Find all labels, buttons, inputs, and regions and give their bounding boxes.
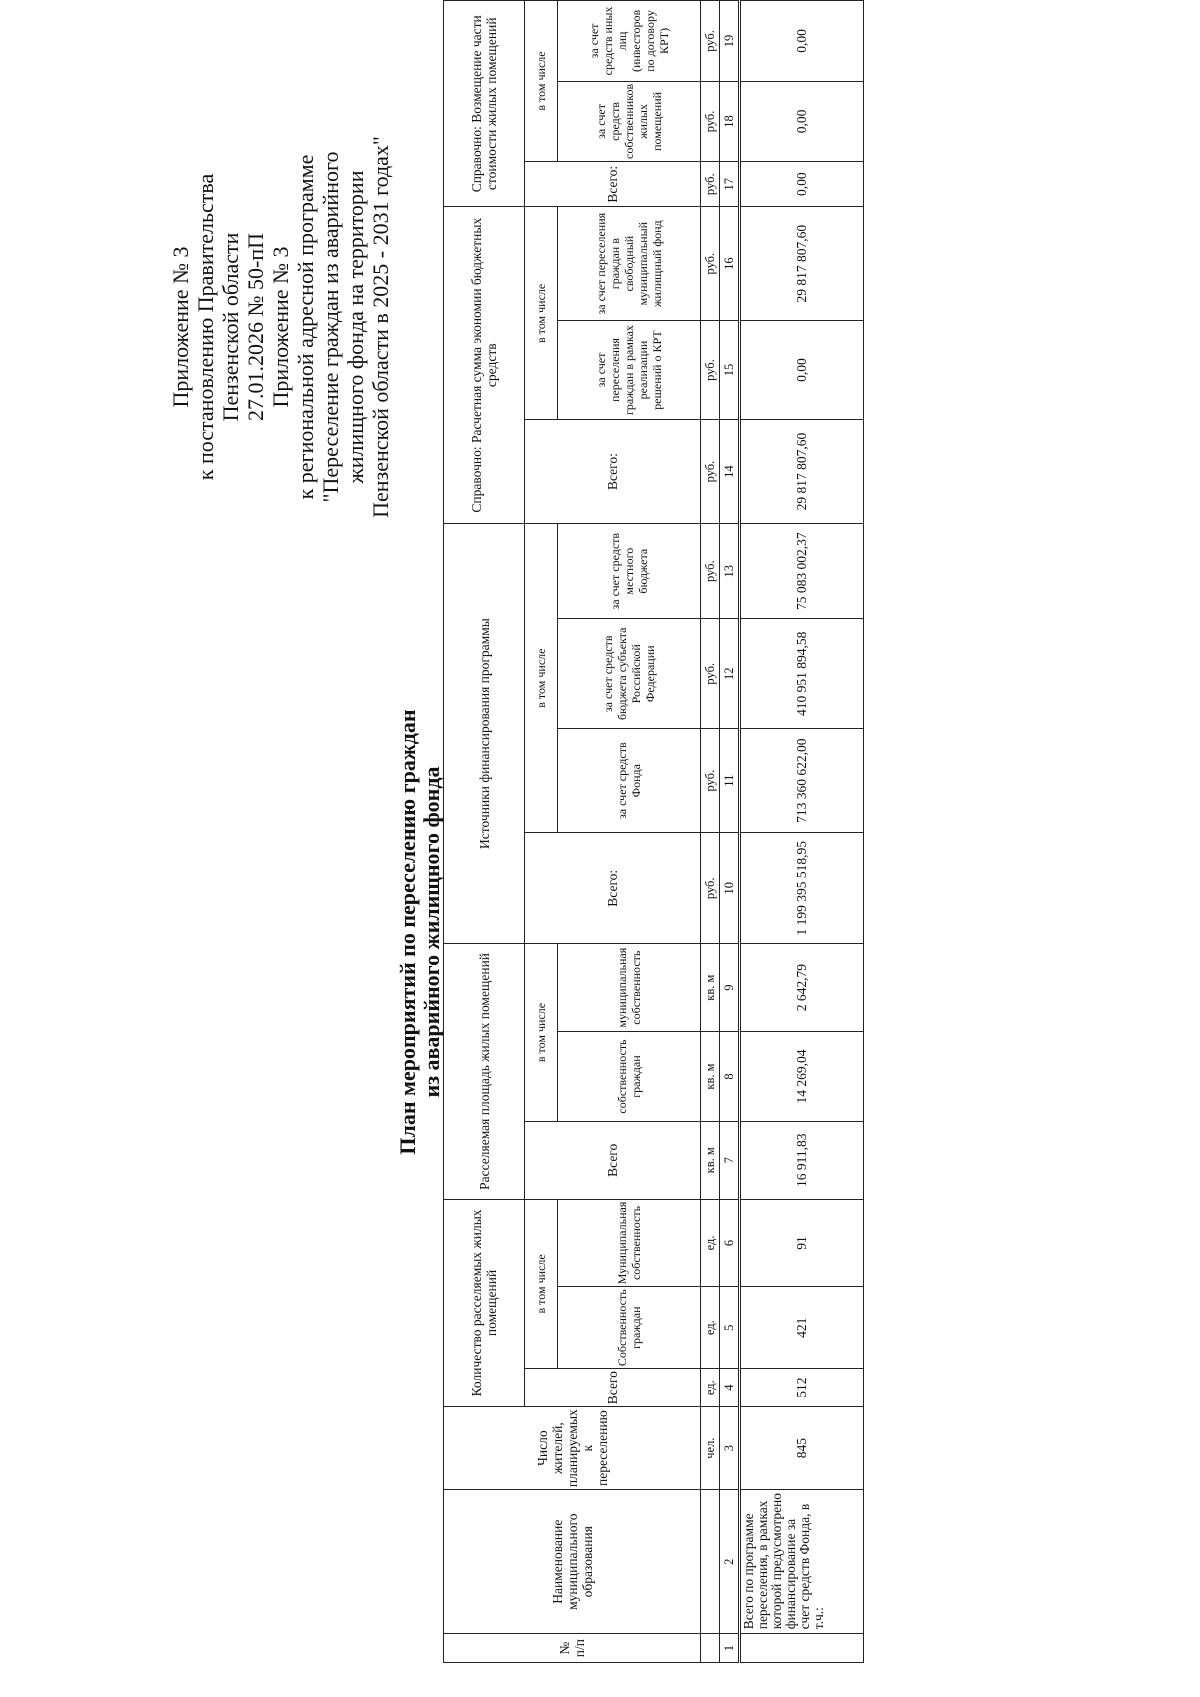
unit-cell: кв. м (701, 1121, 720, 1199)
column-numbers-row (720, 1, 740, 1663)
header-comp-including: в том числе (525, 1, 558, 162)
unit-cell: руб. (701, 420, 720, 524)
approval-block (168, 17, 393, 637)
total-area-municipal: 2 642,79 (740, 944, 864, 1032)
title-line-1: План мероприятий по переселению граждан (395, 709, 420, 1155)
header-finance-including: в том числе (525, 523, 558, 832)
header-finance-group: Источники финансирования программы (444, 523, 525, 943)
header-area-group: Расселяемая площадь жилых помещений (444, 944, 525, 1199)
total-savings: 29 817 807,60 (740, 420, 864, 524)
approval-line: к постановлению Правительства (193, 173, 218, 481)
approval-line: Пензенской области (218, 232, 243, 422)
header-num: № п/п (444, 1634, 701, 1663)
header-finance-fund: за счет средств Фонда (558, 729, 701, 833)
unit-cell: руб. (701, 320, 720, 419)
resettlement-plan-table (443, 0, 864, 1663)
column-number: 17 (720, 161, 740, 207)
total-area: 16 911,83 (740, 1121, 864, 1199)
total-premises: 512 (740, 1369, 864, 1407)
header-municipality: Наименование муниципального образования (444, 1490, 701, 1634)
column-number: 9 (720, 944, 740, 1032)
total-savings-krt: 0,00 (740, 320, 864, 419)
column-number: 4 (720, 1369, 740, 1407)
header-residents: Число жителей, планируемых к переселению (444, 1407, 701, 1490)
header-finance-total: Всего: (525, 833, 701, 944)
unit-cell: чел. (701, 1407, 720, 1490)
column-number: 10 (720, 833, 740, 944)
header-savings-including: в том числе (525, 207, 558, 420)
header-premises-total: Всего (525, 1369, 701, 1407)
header-savings-group: Справочно: Расчетная сумма экономии бюджетных средств (444, 207, 525, 523)
total-residents: 845 (740, 1407, 864, 1490)
total-finance: 1 199 395 518,95 (740, 833, 864, 944)
column-number: 7 (720, 1121, 740, 1199)
header-premises-citizens: Собственность граждан (558, 1287, 701, 1369)
header-area-including: в том числе (525, 944, 558, 1122)
total-finance-subject: 410 951 894,58 (740, 619, 864, 729)
header-premises-group: Количество расселяемых жилых помещений (444, 1199, 525, 1407)
units-row (701, 1, 720, 1663)
header-comp-other: за счет средств иных лиц (инвесторов по договору КРТ) (558, 1, 701, 82)
unit-cell: руб. (701, 729, 720, 833)
total-row-num (740, 1634, 864, 1663)
column-number: 3 (720, 1407, 740, 1490)
unit-cell: руб. (701, 619, 720, 729)
total-finance-fund: 713 360 622,00 (740, 729, 864, 833)
header-finance-local: за счет средств местного бюджета (558, 523, 701, 619)
header-area-citizens: собственность граждан (558, 1032, 701, 1122)
column-number: 1 (720, 1634, 740, 1663)
total-savings-free: 29 817 807,60 (740, 207, 864, 320)
column-number: 13 (720, 523, 740, 619)
unit-cell: руб. (701, 833, 720, 944)
unit-cell (701, 1634, 720, 1663)
approval-line: жилищного фонда на территории (343, 170, 368, 484)
total-premises-citizens: 421 (740, 1287, 864, 1369)
column-number: 5 (720, 1287, 740, 1369)
unit-cell: кв. м (701, 944, 720, 1032)
approval-line: к региональной адресной программе (293, 154, 318, 500)
header-savings-free: за счет переселения граждан в свободный муниципальный жилищный фонд (558, 207, 701, 320)
header-savings-total: Всего: (525, 420, 701, 524)
column-number: 14 (720, 420, 740, 524)
header-savings-krt: за счет переселения граждан в рамках реализации решений о КРТ (558, 320, 701, 419)
header-area-municipal: муниципальная собственность (558, 944, 701, 1032)
column-number: 2 (720, 1490, 740, 1634)
table-row (740, 1, 864, 1663)
column-number: 15 (720, 320, 740, 419)
approval-line: Пензенской области в 2025 - 2031 годах" (368, 136, 393, 518)
unit-cell: ед. (701, 1369, 720, 1407)
approval-line: Приложение № 3 (268, 246, 293, 408)
column-number: 6 (720, 1199, 740, 1287)
total-comp-other: 0,00 (740, 1, 864, 82)
unit-cell: руб. (701, 523, 720, 619)
title-line-2: из аварийного жилищного фонда (419, 766, 444, 1098)
unit-cell: ед. (701, 1287, 720, 1369)
header-compensation-group: Справочно: Возмещение части стоимости жилых помещений (444, 1, 525, 208)
unit-cell (701, 1490, 720, 1634)
total-row-label: Всего по программе переселения, в рамках которой предусмотрено финансирование за счет средств Фонда, в т.ч.: (740, 1490, 864, 1634)
unit-cell: ед. (701, 1199, 720, 1287)
total-finance-local: 75 083 002,37 (740, 523, 864, 619)
total-premises-municipal: 91 (740, 1199, 864, 1287)
header-premises-municipal: Муниципальная собственность (558, 1199, 701, 1287)
column-number: 12 (720, 619, 740, 729)
header-row-1 (444, 1, 525, 1663)
document-title (396, 317, 444, 1547)
unit-cell: руб. (701, 207, 720, 320)
approval-line: "Переселение граждан из аварийного (318, 151, 343, 503)
column-number: 11 (720, 729, 740, 833)
unit-cell: руб. (701, 1, 720, 82)
approval-line: Приложение № 3 (168, 246, 193, 408)
column-number: 19 (720, 1, 740, 82)
column-number: 8 (720, 1032, 740, 1122)
header-comp-total: Всего: (525, 161, 701, 207)
column-number: 16 (720, 207, 740, 320)
unit-cell: руб. (701, 161, 720, 207)
total-comp-owners: 0,00 (740, 81, 864, 161)
header-premises-including: в том числе (525, 1199, 558, 1368)
approval-line: 27.01.2026 № 50-пП (243, 233, 268, 421)
header-comp-owners: за счет средств собственников жилых помещений (558, 81, 701, 161)
unit-cell: руб. (701, 81, 720, 161)
unit-cell: кв. м (701, 1032, 720, 1122)
total-area-citizens: 14 269,04 (740, 1032, 864, 1122)
total-comp: 0,00 (740, 161, 864, 207)
header-finance-subject: за счет средств бюджета субъекта Российской Федерации (558, 619, 701, 729)
column-number: 18 (720, 81, 740, 161)
header-area-total: Всего (525, 1121, 701, 1199)
